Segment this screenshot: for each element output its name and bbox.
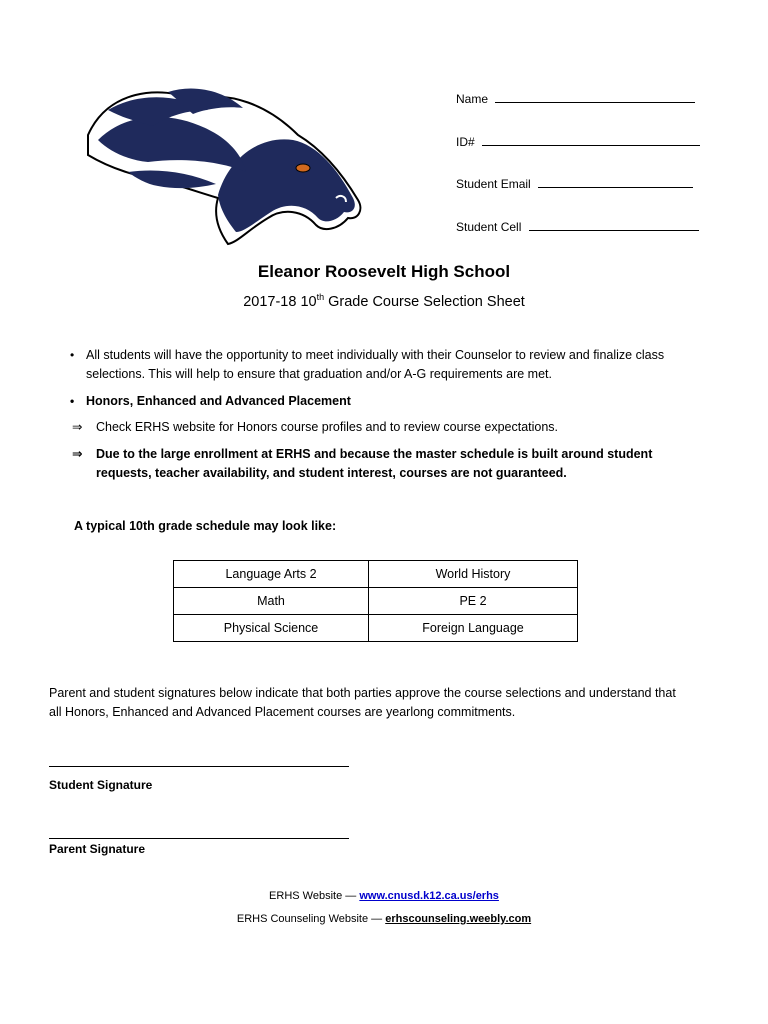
cell-field[interactable] [456,218,699,234]
subtitle-sup: th [316,292,325,302]
counseling-link[interactable]: erhscounseling.weebly.com [385,913,532,925]
table-cell: Physical Science [174,615,369,642]
bullet-item [70,346,720,384]
arrow-marker: ⇒ [72,447,83,461]
id-blank[interactable] [482,133,700,146]
arrow-marker: ⇒ [72,420,83,434]
table-cell: Foreign Language [369,615,578,642]
student-signature-label: Student Signature [49,778,153,792]
table-cell: PE 2 [369,588,578,615]
email-blank[interactable] [538,175,693,188]
page-subtitle [0,292,768,310]
parent-signature-label: Parent Signature [49,842,146,856]
name-field[interactable] [456,90,695,106]
website-label: ERHS Website — [269,890,357,902]
name-label: Name [456,92,489,106]
bullet-marker: • [70,394,75,408]
email-field[interactable] [456,175,693,191]
arrow-item [72,445,692,483]
email-label: Student Email [456,177,531,191]
table-cell: World History [369,561,578,588]
page-title: Eleanor Roosevelt High School [257,262,511,281]
bullet-item [70,392,720,411]
parent-signature-line[interactable] [49,837,349,839]
student-signature-line[interactable] [49,765,349,767]
cell-blank[interactable] [529,218,699,231]
table-row [174,615,578,642]
bullet-text: All students will have the opportunity to meet individually with their Counselor to review and finalize class selections. This will help to ensure that graduation and/or A-G requirements are met. [86,348,665,381]
subtitle-post: Grade Course Selection Sheet [324,293,525,310]
website-link[interactable]: www.cnusd.k12.ca.us/erhs [359,890,499,902]
table-cell: Math [174,588,369,615]
website-line [0,890,768,902]
mustang-logo [68,80,368,246]
arrow-text: Check ERHS website for Honors course profiles and to review course expectations. [96,420,559,434]
bullet-marker: • [70,348,75,362]
counseling-line [0,913,768,925]
name-blank[interactable] [495,90,695,103]
table-row [174,588,578,615]
approval-text: Parent and student signatures below indicate that both parties approve the course selections and understand that all Honors, Enhanced and Advanced Placement courses are yearlong commitments. [49,686,676,719]
cell-label: Student Cell [456,220,522,234]
id-field[interactable] [456,133,700,149]
arrow-text: Due to the large enrollment at ERHS and because the master schedule is built around student requests, teacher availability, and student interest, courses are not guaranteed. [96,447,653,480]
table-cell: Language Arts 2 [174,561,369,588]
bullet-text: Honors, Enhanced and Advanced Placement [86,394,351,408]
arrow-item [72,418,722,437]
schedule-intro: A typical 10th grade schedule may look like: [74,519,337,533]
counseling-label: ERHS Counseling Website — [236,913,383,925]
table-row [174,561,578,588]
schedule-table [173,560,578,642]
id-label: ID# [456,135,475,149]
subtitle-pre: 2017-18 10 [243,293,317,310]
